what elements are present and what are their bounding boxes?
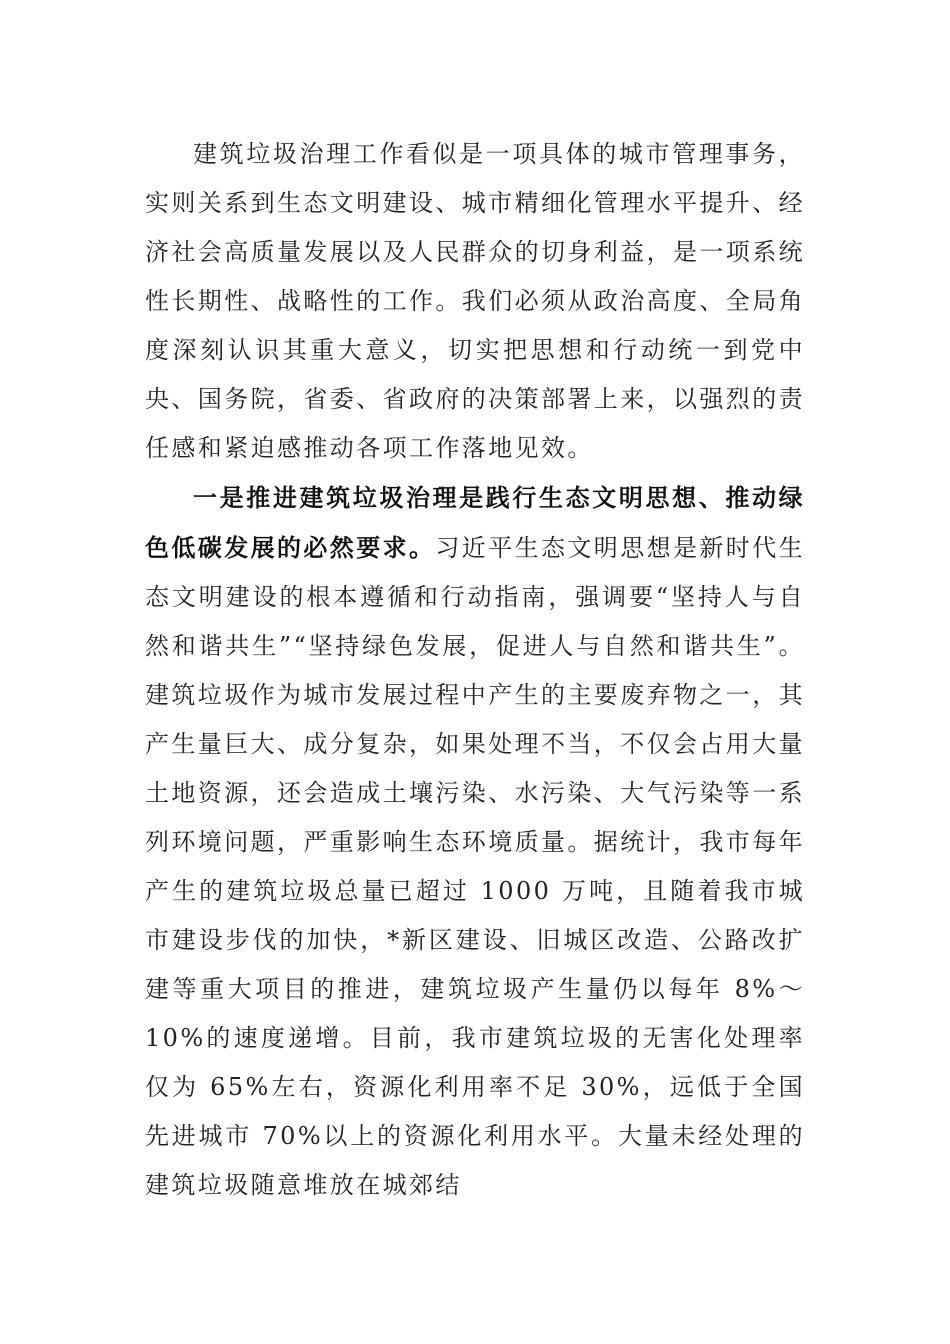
paragraph-point-one-text: 习近平生态文明思想是新时代生态文明建设的根本遵循和行动指南，强调要“坚持人与自然和谐共生”“坚持绿色发展，促进人与自然和谐共生”。建筑垃圾作为城市发展过程中产生的主要废弃物之一，其产生量巨大、成分复杂，如果处理不当，不仅会占用大量土地资源，还会造成土壤污染、水污染、大气污染等一系列环境问题，严重影响生态环境质量。据统计，我市每年产生的建筑垃圾总量已超过 1000 万吨，且随着我市城市建设步伐的加快，*新区建设、旧城区改造、公路改扩建等重大项目的推进，建筑垃圾产生量仍以每年 8%～10%的速度递增。目前，我市建筑垃圾的无害化处理率仅为 65%左右，资源化利用率不足 30%，远低于全国先进城市 70%以上的资源化利用水平。大量未经处理的建筑垃圾随意堆放在城郊结	[145, 534, 806, 1199]
document-body	[145, 130, 805, 1210]
paragraph-point-one	[145, 473, 805, 1210]
paragraph-intro	[145, 130, 805, 473]
paragraph-point-one-lead: 一是推进建筑垃圾治理是践行生态文明思想、推动绿色低碳发展的必然要求。	[145, 483, 805, 562]
paragraph-intro-text: 建筑垃圾治理工作看似是一项具体的城市管理事务，实则关系到生态文明建设、城市精细化管理水平提升、经济社会高质量发展以及人民群众的切身利益，是一项系统性长期性、战略性的工作。我们必须从政治高度、全局角度深刻认识其重大意义，切实把思想和行动统一到党中央、国务院，省委、省政府的决策部署上来，以强烈的责任感和紧迫感推动各项工作落地见效。	[145, 140, 805, 462]
